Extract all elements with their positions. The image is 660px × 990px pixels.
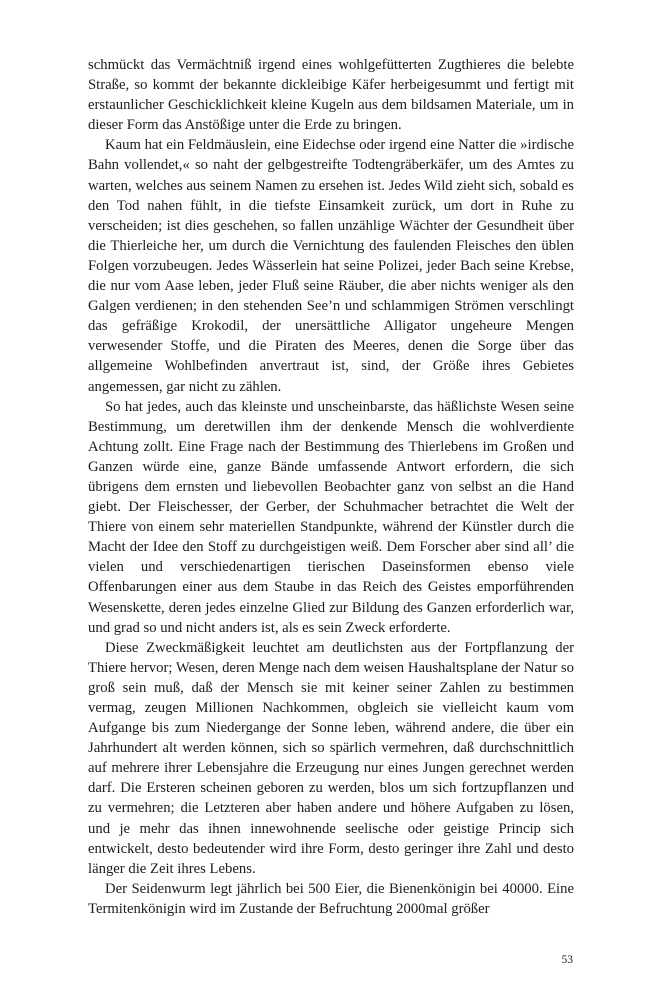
paragraph: Diese Zweckmäßigkeit leuchtet am deutlichsten aus der Fortpflanzung der Thiere hervor; Wesen, deren Menge nach dem weisen Haushaltsplane der Natur so groß sein muß, daß der Mensch sie mit keiner seiner Zahlen zu bestimmen vermag, zeugen Millionen Nachkommen, obgleich sie vielleicht kaum vom Aufgange bis zum Niedergange der Sonne leben, während andere, die über ein Jahrhundert alt werden können, sich so spärlich vermehren, daß durchschnittlich auf mehrere ihrer Lebensjahre die Erzeugung nur eines Jungen gerechnet werden darf. Die Ersteren scheinen geboren zu werden, blos um sich fortzupflanzen und zu vermehren; die Letzteren aber haben andere und höhere Aufgaben zu lösen, und je mehr das ihnen innewohnende seelische oder geistige Princip sich entwickelt, desto bedeutender wird ihre Form, desto geringer ihre Zahl und desto länger die Zeit ihres Lebens.: [88, 639, 574, 877]
page-number: 53: [561, 954, 573, 966]
paragraph: So hat jedes, auch das kleinste und unscheinbarste, das häßlichste Wesen seine Bestimmung, um deretwillen ihm der denkende Mensch die wohlverdiente Achtung zollt. Eine Frage nach der Bestimmung des Thierlebens im Großen und Ganzen würde eine, ganze Bände umfassende Antwort erfordern, die sich übrigens dem ernsten und liebevollen Beobachter ganz von selbst an die Hand giebt. Der Fleischesser, der Gerber, der Schuhmacher betrachtet die Welt der Thiere von einem sehr materiellen Standpunkte, während der Künstler durch die Macht der Idee den Stoff zu durchgeistigen weiß. Dem Forscher aber sind all’ die vielen und verschiedenartigen tierischen Daseinsformen ebenso viele Offenbarungen einer aus dem Staube in das Reich des Geistes emporführenden Wesenskette, deren jedes einzelne Glied zur Bildung des Ganzen erforderlich war, und grad so und nicht anders ist, als es sein Zweck erforderte.: [88, 398, 574, 636]
paragraph: Der Seidenwurm legt jährlich bei 500 Eier, die Bienenkönigin bei 40000. Eine Termitenkönigin wird im Zustande der Befruchtung 2000mal größer: [88, 880, 574, 917]
text-block: [88, 55, 574, 919]
paragraph: Kaum hat ein Feldmäuslein, eine Eidechse oder irgend eine Natter die »irdische Bahn vollendet,« so naht der gelbgestreifte Todtengräberkäfer, um des Amtes zu warten, welches aus seinem Namen zu ersehen ist. Jedes Wild zieht sich, sobald es den Tod nahen fühlt, in die tiefste Einsamkeit zurück, um dort in Ruhe zu verscheiden; ist dies geschehen, so fallen unzählige Wächter der Gesundheit über die Thierleiche her, um durch die Vernichtung des faulenden Fleisches den üblen Folgen vorzubeugen. Jedes Wässerlein hat seine Polizei, jeder Bach seine Krebse, die nur vom Aase leben, jeder Fluß seine Räuber, die aber nichts weniger als den Galgen verdienen; in den stehenden See’n und schlammigen Strömen verschlingt das gefräßige Krokodil, der unersättliche Alligator ungeheure Mengen verwesender Stoffe, und die Piraten des Meeres, denen die Sorge über das allgemeine Wohlbefinden anvertraut ist, sind, der Größe ihres Gebietes angemessen, gar nicht zu zählen.: [88, 137, 574, 395]
paragraph: schmückt das Vermächtniß irgend eines wohlgefütterten Zugthieres die belebte Straße, so kommt der bekannte dickleibige Käfer herbeigesummt und fertigt mit erstaunlicher Geschicklichkeit kleine Kugeln aus dem bildsamen Materiale, um in dieser Form das Anstößige unter die Erde zu bringen.: [88, 57, 574, 134]
